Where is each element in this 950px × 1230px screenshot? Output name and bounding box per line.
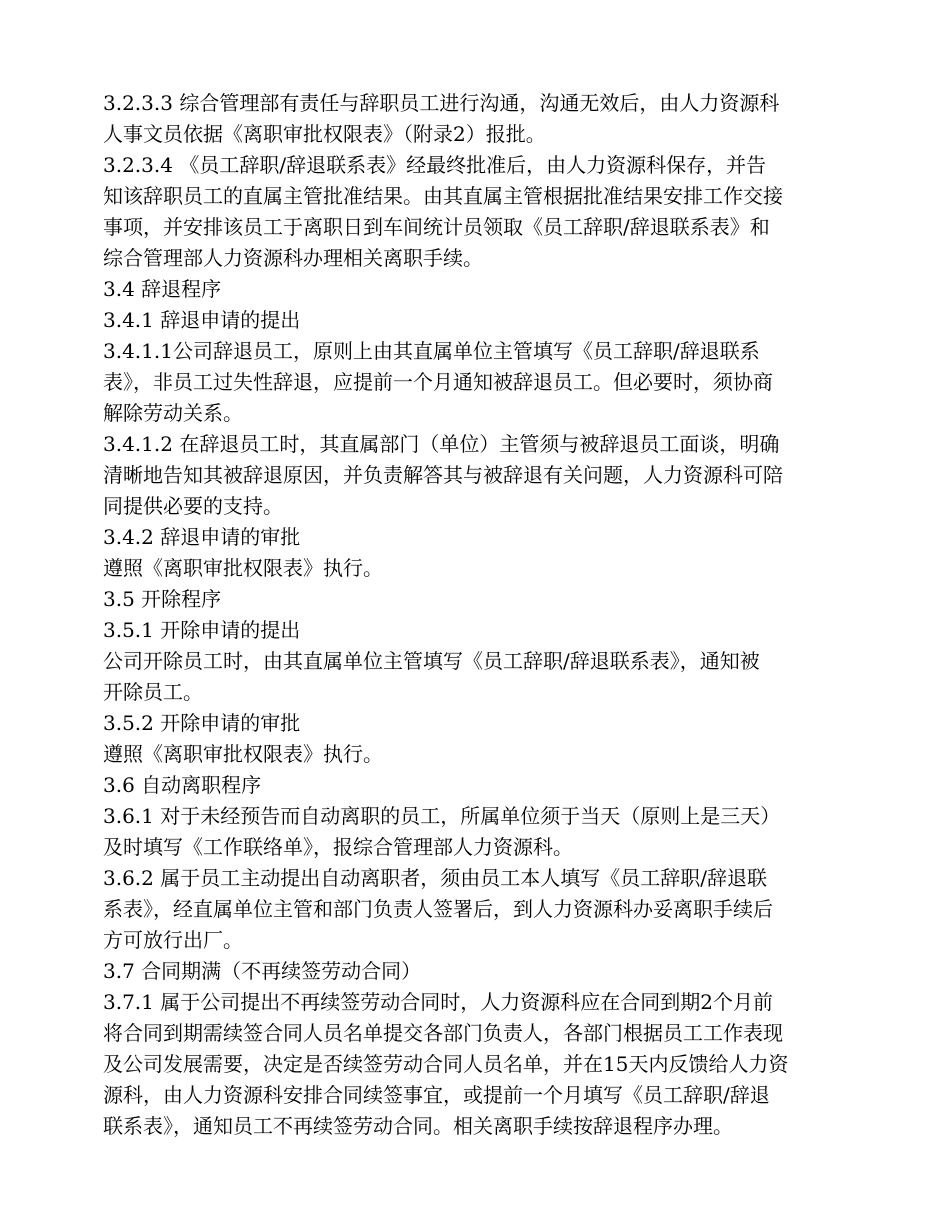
text-line: 3.4.1.2 在辞退员工时，其直属部门（单位）主管须与被辞退员工面谈，明确	[103, 432, 780, 456]
text-line: 3.2.3.3 综合管理部有责任与辞职员工进行沟通，沟通无效后，由人力资源科	[103, 91, 780, 115]
subsection-heading: 3.4.1 辞退申请的提出	[103, 308, 301, 332]
section-heading: 3.6 自动离职程序	[103, 773, 262, 797]
text-line: 联系表》，通知员工不再续签劳动合同。相关离职手续按辞退程序办理。	[103, 1114, 733, 1138]
section-heading: 3.5 开除程序	[103, 587, 222, 611]
section-heading: 3.7 合同期满（不再续签劳动合同）	[103, 959, 422, 983]
text-line: 清晰地告知其被辞退原因，并负责解答其与被辞退有关问题，人力资源科可陪	[103, 463, 783, 487]
text-line: 知该辞职员工的直属主管批准结果。由其直属主管根据批准结果安排工作交接	[103, 184, 783, 208]
text-line: 及时填写《工作联络单》，报综合管理部人力资源科。	[103, 835, 573, 859]
text-line: 3.4.1.1公司辞退员工，原则上由其直属单位主管填写《员工辞职/辞退联系	[103, 339, 760, 363]
text-line: 源科，由人力资源科安排合同续签事宜，或提前一个月填写《员工辞职/辞退	[103, 1083, 770, 1107]
document-body	[103, 88, 863, 1142]
text-line: 综合管理部人力资源科办理相关离职手续。	[103, 246, 483, 270]
text-line: 及公司发展需要，决定是否续签劳动合同人员名单，并在15天内反馈给人力资	[103, 1052, 789, 1076]
text-line: 遵照《离职审批权限表》执行。	[103, 742, 383, 766]
subsection-heading: 3.4.2 辞退申请的审批	[103, 525, 301, 549]
text-line: 遵照《离职审批权限表》执行。	[103, 556, 383, 580]
text-line: 3.7.1 属于公司提出不再续签劳动合同时，人力资源科应在合同到期2个月前	[103, 990, 773, 1014]
text-line: 3.6.2 属于员工主动提出自动离职者，须由员工本人填写《员工辞职/辞退联	[103, 866, 767, 890]
text-line: 事项，并安排该员工于离职日到车间统计员领取《员工辞职/辞退联系表》和	[103, 215, 770, 239]
subsection-heading: 3.5.2 开除申请的审批	[103, 711, 301, 735]
text-line: 3.6.1 对于未经预告而自动离职的员工，所属单位须于当天（原则上是三天）	[103, 804, 781, 828]
text-line: 方可放行出厂。	[103, 928, 243, 952]
text-line: 开除员工。	[103, 680, 203, 704]
text-line: 表》，非员工过失性辞退，应提前一个月通知被辞退员工。但必要时，须协商	[103, 370, 773, 394]
text-line: 系表》，经直属单位主管和部门负责人签署后，到人力资源科办妥离职手续后	[103, 897, 773, 921]
text-line: 同提供必要的支持。	[103, 494, 283, 518]
subsection-heading: 3.5.1 开除申请的提出	[103, 618, 301, 642]
text-line: 解除劳动关系。	[103, 401, 243, 425]
text-line: 3.2.3.4 《员工辞职/辞退联系表》经最终批准后，由人力资源科保存，并告	[103, 153, 767, 177]
text-line: 将合同到期需续签合同人员名单提交各部门负责人，各部门根据员工工作表现	[103, 1021, 783, 1045]
text-line: 公司开除员工时，由其直属单位主管填写《员工辞职/辞退联系表》，通知被	[103, 649, 760, 673]
section-heading: 3.4 辞退程序	[103, 277, 222, 301]
text-line: 人事文员依据《离职审批权限表》（附录2）报批。	[103, 122, 546, 146]
